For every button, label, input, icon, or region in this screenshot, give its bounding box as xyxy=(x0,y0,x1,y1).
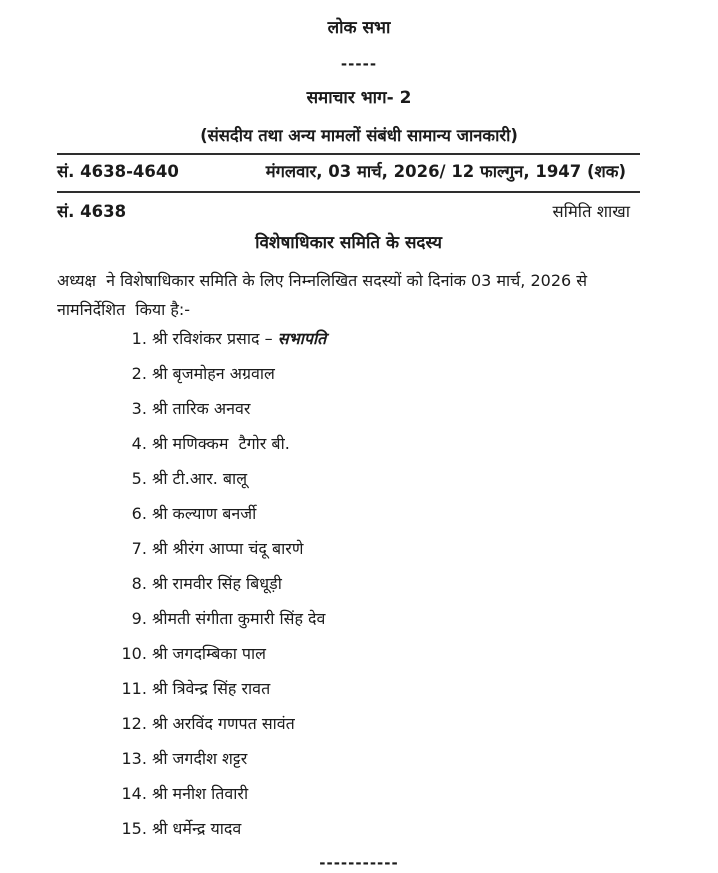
member-item xyxy=(152,468,640,490)
member-item xyxy=(152,503,640,525)
member-name: श्री कल्याण बनर्जी xyxy=(152,504,257,523)
member-item xyxy=(152,398,640,420)
member-item xyxy=(152,678,640,700)
issue-date: मंगलवार, 03 मार्च, 2026/ 12 फाल्गुन, 1947 (शक) xyxy=(265,162,626,181)
members-list xyxy=(57,328,640,840)
member-item xyxy=(152,818,640,840)
member-name: श्री बृजमोहन अग्रवाल xyxy=(152,364,275,383)
footer-separator: ----------- xyxy=(319,854,399,872)
member-name: श्री रविशंकर प्रसाद xyxy=(152,329,260,348)
issue-number-range: सं. 4638-4640 xyxy=(57,162,179,181)
notice-body xyxy=(57,266,640,324)
member-name: श्री मणिक्कम टैगोर बी. xyxy=(152,434,290,453)
member-name: श्री त्रिवेन्द्र सिंह रावत xyxy=(152,679,271,698)
member-name: श्री तारिक अनवर xyxy=(152,399,251,418)
member-name: श्री अरविंद गणपत सावंत xyxy=(152,714,295,733)
member-item xyxy=(152,573,640,595)
member-item xyxy=(152,643,640,665)
member-item xyxy=(152,748,640,770)
notice-number: सं. 4638 xyxy=(57,202,127,221)
member-name: श्री जगदम्बिका पाल xyxy=(152,644,267,663)
member-item xyxy=(152,713,640,735)
member-item xyxy=(152,608,640,630)
member-name: श्री रामवीर सिंह बिधूड़ी xyxy=(152,574,282,593)
member-item xyxy=(152,328,640,350)
member-name: श्री मनीश तिवारी xyxy=(152,784,249,803)
branch-name: समिति शाखा xyxy=(552,202,630,221)
notice-heading: विशेषाधिकार समिति के सदस्य xyxy=(255,233,442,253)
member-name: श्री श्रीरंग आप्पा चंदू बारणे xyxy=(152,539,304,558)
notice-number-row xyxy=(57,193,640,223)
member-name: श्री धर्मेन्द्र यादव xyxy=(152,819,242,838)
member-item xyxy=(152,363,640,385)
member-name: श्री टी.आर. बालू xyxy=(152,469,248,488)
role-separator: – xyxy=(264,329,273,348)
member-item xyxy=(152,783,640,805)
issue-row xyxy=(57,155,640,187)
member-name: श्रीमती संगीता कुमारी सिंह देव xyxy=(152,609,326,628)
member-name: श्री जगदीश शट्टर xyxy=(152,749,248,768)
title-separator: ----- xyxy=(340,55,378,73)
bulletin-part-title: समाचार भाग- 2 xyxy=(306,88,412,108)
bulletin-subtitle: (संसदीय तथा अन्य मामलों संबंधी सामान्य जानकारी) xyxy=(200,126,518,145)
notice-body-line-2: नामनिर्देशित किया है:- xyxy=(57,300,191,319)
member-item xyxy=(152,538,640,560)
document-title: लोक सभा xyxy=(327,18,391,38)
member-item xyxy=(152,433,640,455)
chairperson-label: सभापति xyxy=(277,329,327,348)
notice-body-line-1: अध्यक्ष ने विशेषाधिकार समिति के लिए निम्नलिखित सदस्यों को दिनांक 03 मार्च, 2026 से xyxy=(57,271,588,290)
